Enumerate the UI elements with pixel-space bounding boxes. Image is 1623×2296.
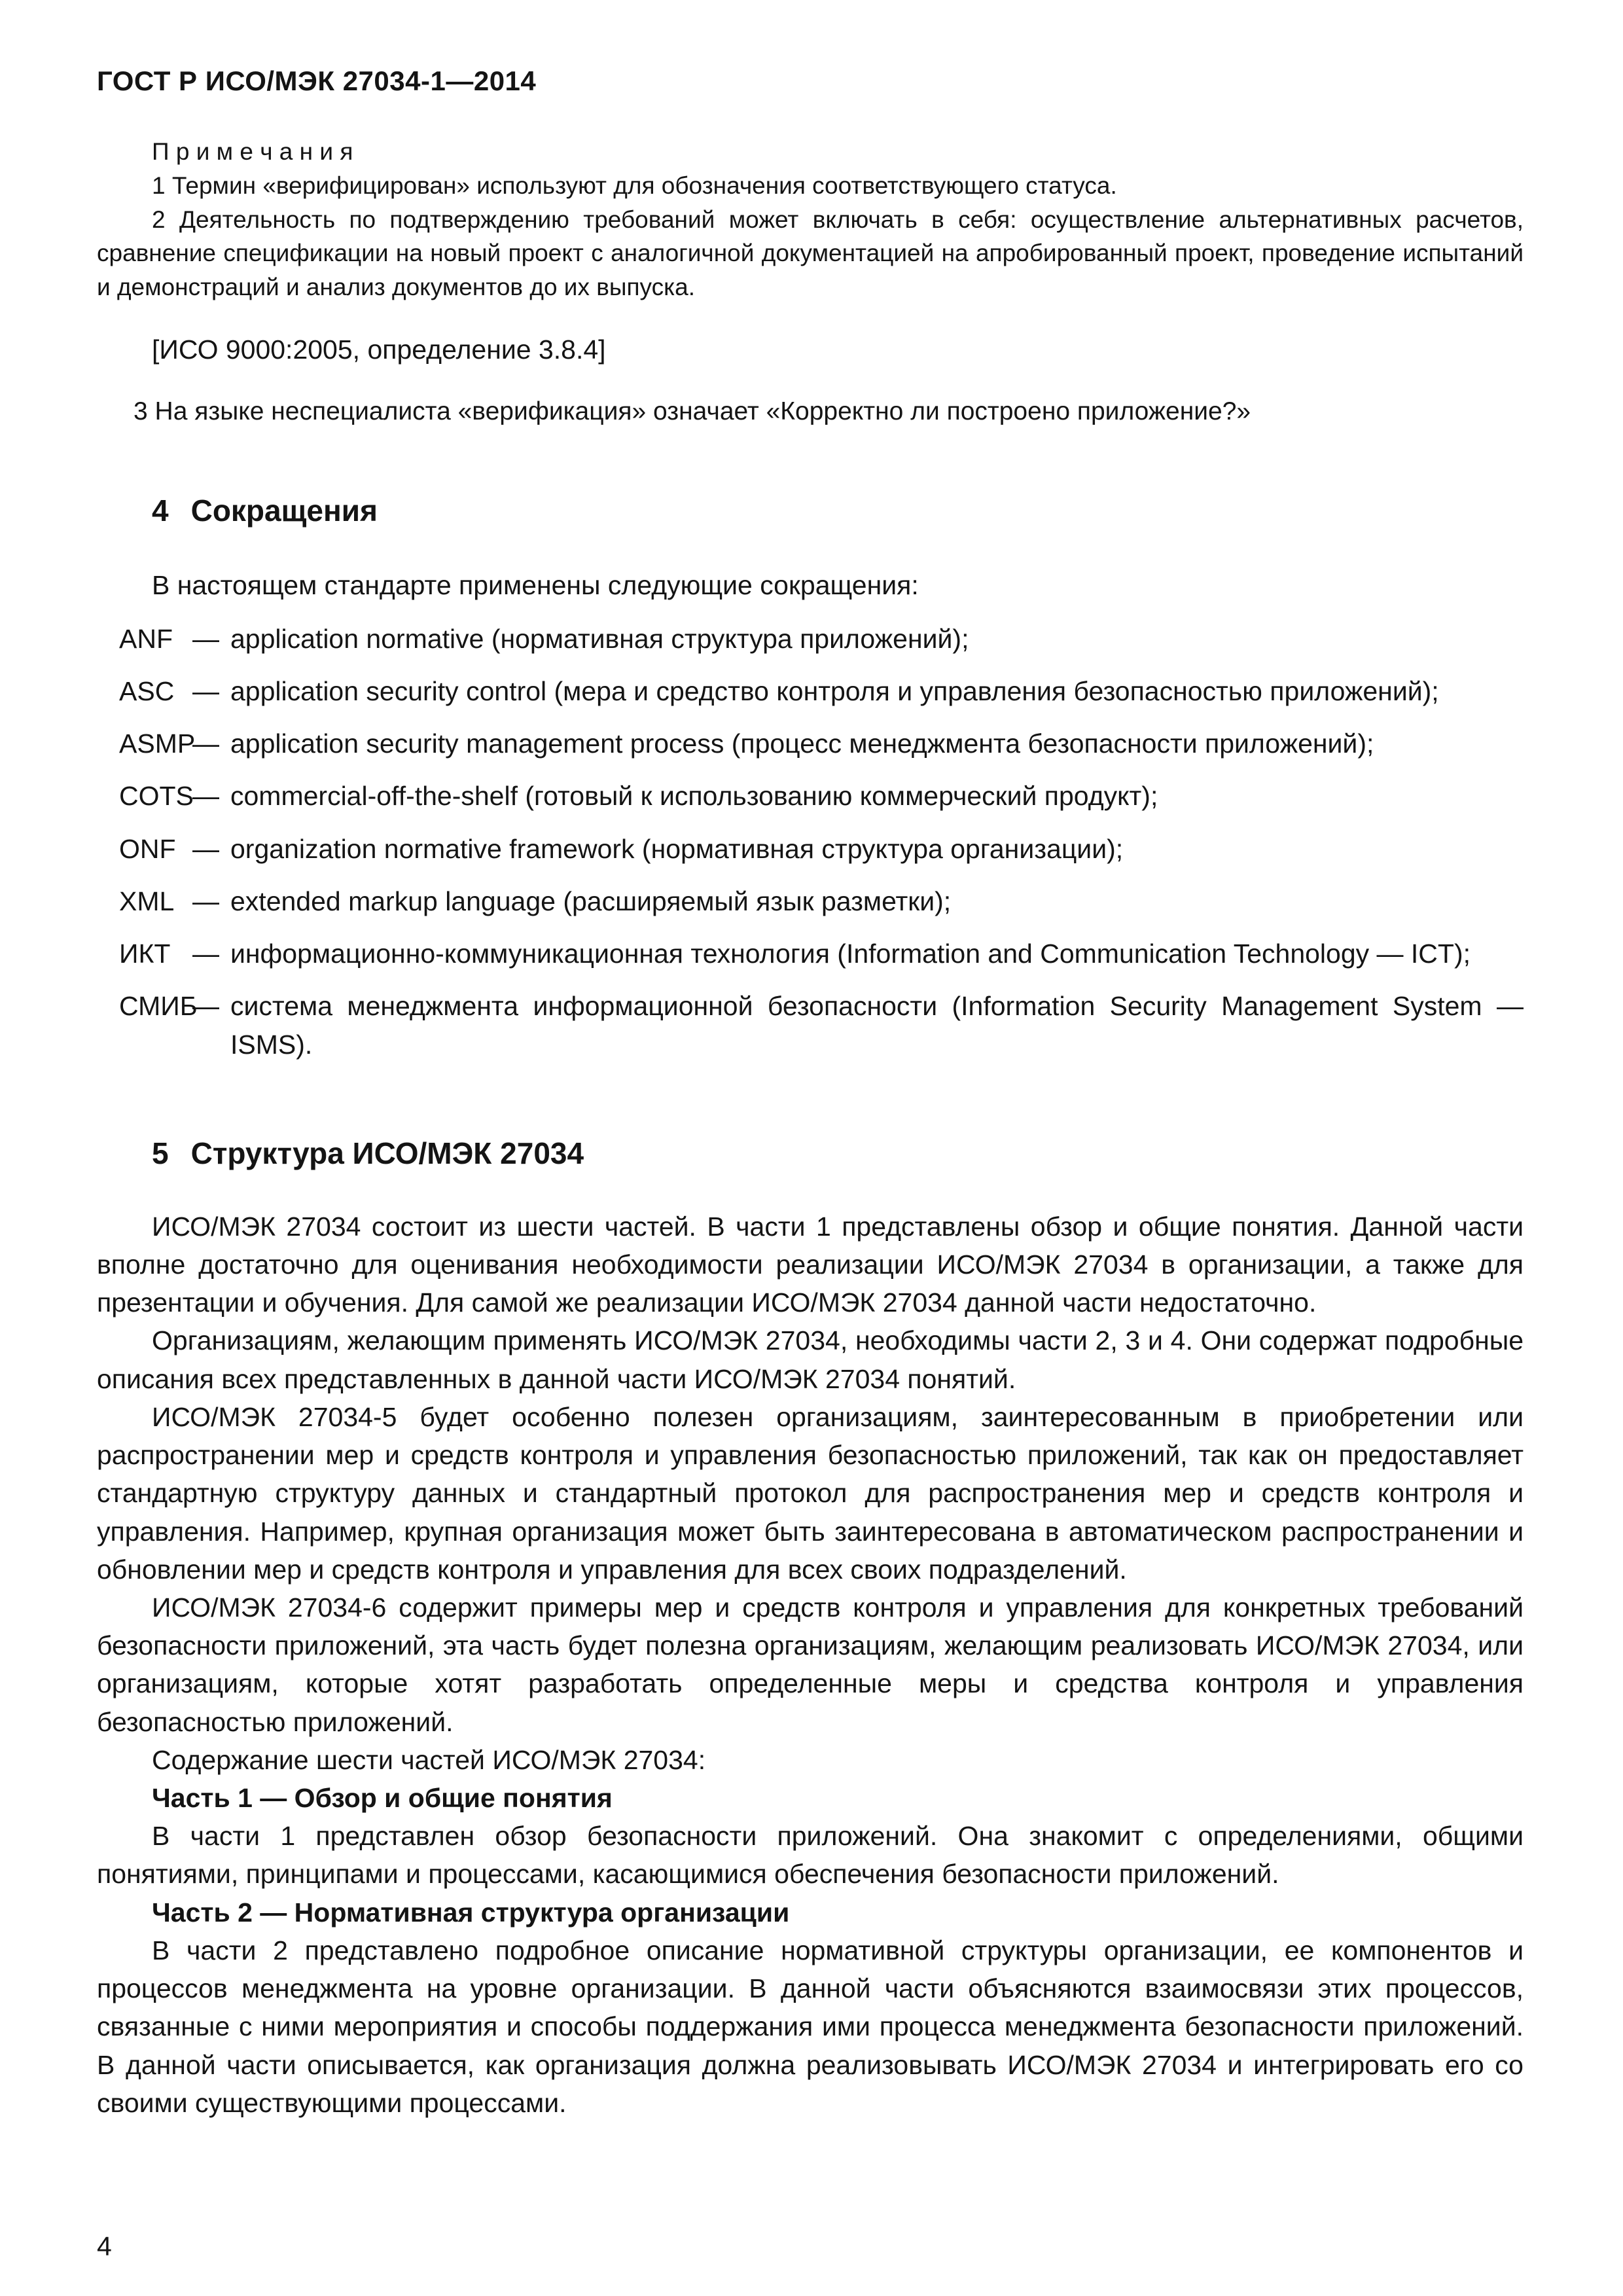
section-5-number: 5 (152, 1136, 169, 1170)
abbr-dash: — (192, 939, 219, 969)
notes-section (97, 135, 1524, 304)
abbr-definition: organization normative framework (нормативная структура организации); (230, 833, 1124, 864)
part-1-text: В части 1 представлен обзор безопасности приложений. Она знакомит с определениями, общими понятиями, принципами и процессами, касающимися обеспечения безопасности приложений. (97, 1821, 1524, 1890)
paragraph: ИСО/МЭК 27034-6 содержит примеры мер и средств контроля и управления для конкретных требований безопасности приложений, эта часть будет полезна организациям, желающим реализовать ИСО/МЭК 27034, или организациям, которые хотят разработать определенные меры и средства контроля и управления безопасностью приложений. (97, 1592, 1524, 1737)
abbreviation-row (97, 672, 1524, 710)
abbreviation-row (97, 725, 1524, 762)
section-4-heading (97, 493, 1524, 528)
paragraph: Организациям, желающим применять ИСО/МЭК 27034, необходимы части 2, 3 и 4. Они содержат подробные описания всех представленных в данной части ИСО/МЭК 27034 понятий. (97, 1325, 1524, 1394)
abbreviation-row (97, 987, 1524, 1063)
abbr-definition: система менеджмента информационной безопасности (Information Security Management System — ISMS). (230, 991, 1524, 1060)
abbr-term: ANF (119, 623, 173, 654)
part-2-text: В части 2 представлено подробное описание нормативной структуры организации, ее компонентов и процессов менеджмента на уровне организации. В данной части объясняются взаимосвязи этих процессов, связанные с ними мероприятия и способы поддержания ими процесса менеджмента безопасности приложений. В данной части описывается, как организация должна реализовывать ИСО/МЭК 27034 и интегрировать его со своими существующими процессами. (97, 1935, 1524, 2118)
part-2-heading: Часть 2 — Нормативная структура организации (152, 1897, 790, 1928)
abbreviation-list (97, 620, 1524, 1064)
iso-citation: [ИСО 9000:2005, определение 3.8.4] (152, 334, 606, 365)
section-5-title: Структура ИСО/МЭК 27034 (190, 1136, 584, 1170)
section-5-heading (97, 1136, 1524, 1171)
abbr-dash: — (192, 676, 219, 707)
abbr-definition: application normative (нормативная структура приложений); (230, 623, 969, 654)
abbreviation-row (97, 882, 1524, 920)
section-4-intro: В настоящем стандарте применены следующие сокращения: (152, 569, 919, 600)
abbr-dash: — (192, 728, 219, 759)
part-1-heading: Часть 1 — Обзор и общие понятия (152, 1783, 613, 1814)
abbreviation-row (97, 620, 1524, 658)
paragraph: ИСО/МЭК 27034 состоит из шести частей. В части 1 представлены обзор и общие понятия. Данной части вполне достаточно для оценивания необходимости реализации ИСО/МЭК 27034 в организации, а также для презентации и обучения. Для самой же реализации ИСО/МЭК 27034 данной части недостаточно. (97, 1211, 1524, 1318)
abbreviation-row (97, 935, 1524, 973)
section-5-body (97, 1208, 1524, 2122)
paragraph: Содержание шести частей ИСО/МЭК 27034: (152, 1744, 706, 1775)
abbr-term: СМИБ (119, 991, 198, 1022)
abbr-term: ASMP (119, 728, 196, 759)
abbr-definition: extended markup language (расширяемый язык разметки); (230, 886, 952, 916)
section-4-title: Сокращения (190, 493, 378, 528)
abbr-dash: — (192, 833, 219, 864)
abbr-definition: application security control (мера и средство контроля и управления безопасностью приложений); (230, 676, 1439, 707)
abbr-definition: информационно-коммуникационная технология (Information and Communication Technology — ICT); (230, 939, 1471, 969)
page-number: 4 (97, 2231, 112, 2261)
abbr-definition: commercial-off-the-shelf (готовый к использованию коммерческий продукт); (230, 781, 1158, 812)
note-item-3: 3 На языке неспециалиста «верификация» означает «Корректно ли построено приложение?» (134, 397, 1251, 426)
abbr-definition: application security management process (процесс менеджмента безопасности приложений); (230, 728, 1374, 759)
abbr-dash: — (192, 886, 219, 916)
abbr-dash: — (192, 781, 219, 812)
abbr-term: XML (119, 886, 175, 916)
abbreviation-row (97, 777, 1524, 815)
abbr-dash: — (192, 623, 219, 654)
document-header: ГОСТ Р ИСО/МЭК 27034-1—2014 (97, 65, 537, 96)
paragraph: ИСО/МЭК 27034-5 будет особенно полезен организациям, заинтересованным в приобретении или распространении мер и средств контроля и управления безопасностью приложений, так как он предоставляет стандартную структуру данных и стандартный протокол для распространения мер и средств контроля и управления. Например, крупная организация может быть заинтересована в автоматическом распространении и обновлении мер и средств контроля и управления для всех своих подразделений. (97, 1401, 1524, 1585)
abbr-term: ИКТ (119, 939, 171, 969)
abbr-term: ASC (119, 676, 175, 707)
abbr-term: COTS (119, 781, 194, 812)
note-item-2: 2 Деятельность по подтверждению требований может включать в себя: осуществление альтернативных расчетов, сравнение спецификации на новый проект с аналогичной документацией на апробированный проект, проведение испытаний и демонстраций и анализ документов до их выпуска. (97, 206, 1524, 301)
section-4-number: 4 (152, 493, 169, 528)
note-item-1: 1 Термин «верифицирован» используют для обозначения соответствующего статуса. (152, 171, 1117, 199)
abbr-term: ONF (119, 833, 176, 864)
notes-label: П р и м е ч а н и я (152, 138, 353, 165)
abbreviation-row (97, 830, 1524, 868)
abbr-dash: — (192, 991, 219, 1022)
